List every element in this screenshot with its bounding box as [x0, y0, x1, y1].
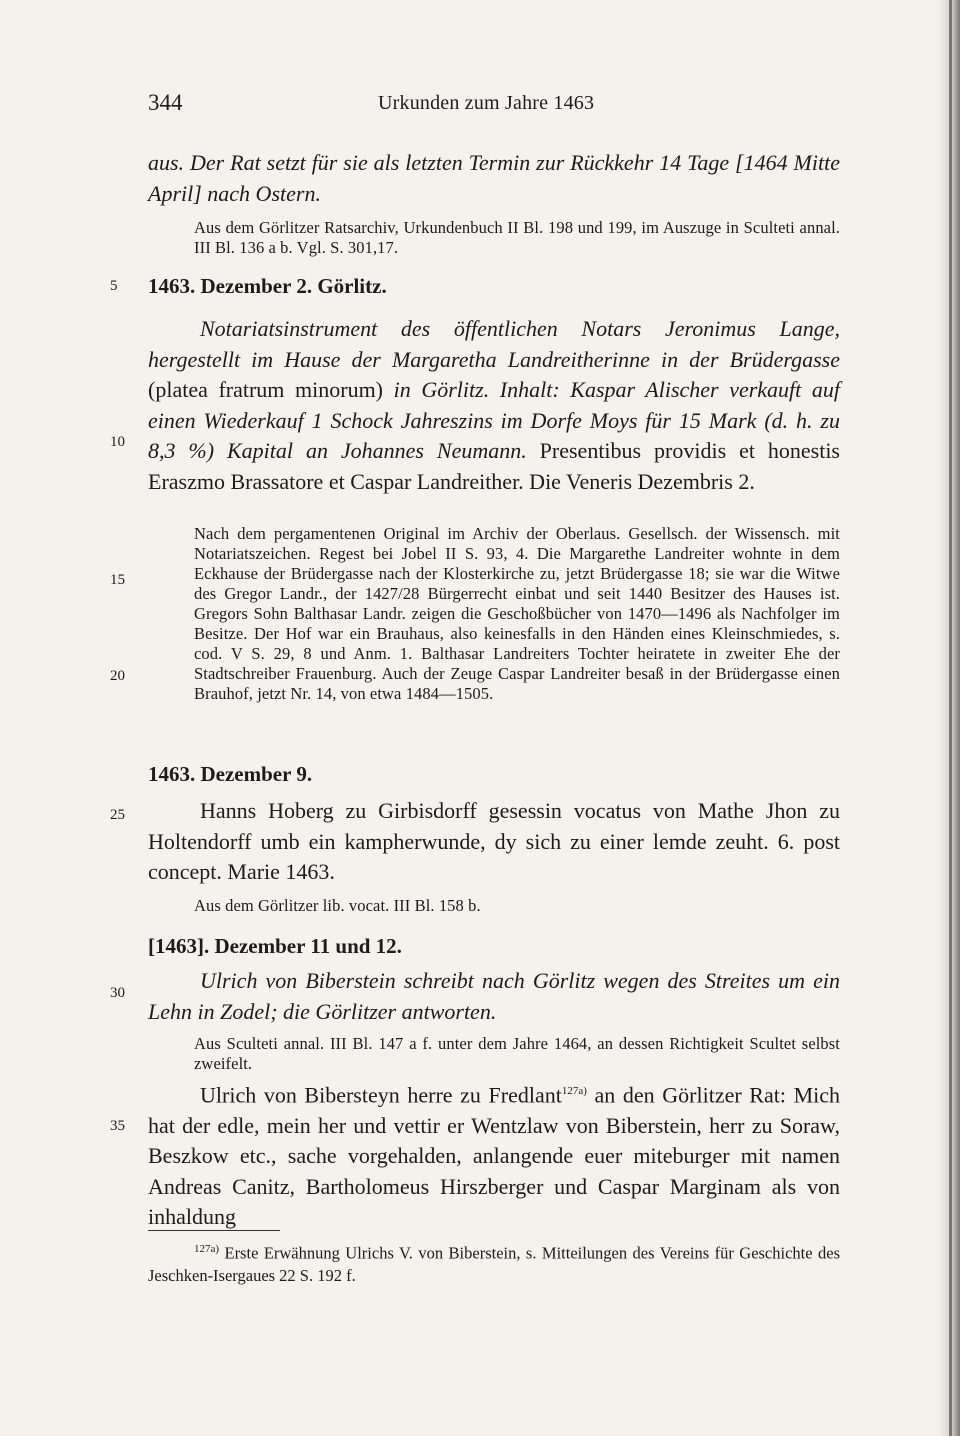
entry-3-body [148, 1076, 840, 1233]
entry-1-note-block [148, 524, 840, 704]
entry-1-regest [148, 314, 840, 497]
source-note: Nach dem pergamentenen Original im Archiv der Oberlaus. Gesellsch. der Wissensch. mit Notariatszeichen. Regest bei Jobel II S. 93, 4. Die Margarethe Landreiter wohnte in dem Eckhause der Brüdergasse nach der Klosterkirche zu, jetzt Brüdergasse 18; sie war die Witwe des Gregor Landr., der 1427/28 Bürgerrecht einbat und seit 1440 Besitzer des Hauses ist. Gregors Sohn Balthasar Landr. zeigen die Geschoßbücher von 1470—1496 als Nachfolger im Besitze. Der Hof war ein Brauhaus, also keinesfalls in den Händen eines Kleinschmiedes, s. cod. V S. 29, 8 und Anm. 1. Balthasar Landreiters Tochter heiratete in zweiter Ehe der Stadtschreiber Frauenburg. Auch der Zeuge Caspar Landreiter besaß in der Brüdergasse einen Brauhof, jetzt Nr. 14, von etwa 1484—1505. [194, 524, 840, 703]
line-number: 10 [110, 434, 125, 450]
line-number: 25 [110, 807, 125, 823]
footnote-rule [148, 1230, 280, 1231]
entry-2-note-block [148, 896, 840, 916]
entry-heading: [1463]. Dezember 11 und 12. [148, 934, 402, 958]
footnote-text: Erste Erwähnung Ulrichs V. von Biberstein, s. Mitteilungen des Vereins für Geschichte des Jeschken-Isergaues 22 S. 192 f. [148, 1243, 840, 1285]
footnote-reference: 127a) [561, 1085, 587, 1097]
entry-3-regest: Ulrich von Biberstein schreibt nach Görlitz wegen des Streites um ein Lehn in Zodel; die Görlitzer antworten. [148, 968, 840, 1024]
line-number: 35 [110, 1118, 125, 1134]
entry-1-text: Presentibus providis et honestis Eraszmo Brassatore et Caspar Landreither. Die Veneris Dezembris 2. [148, 438, 840, 494]
continued-source-note [148, 218, 840, 258]
line-number: 30 [110, 985, 125, 1001]
page-edge-line [949, 0, 952, 1436]
page-header [148, 90, 838, 120]
entry-heading: 1463. Dezember 9. [148, 762, 313, 786]
footnote [148, 1238, 840, 1287]
entry-3-regest-block [148, 966, 840, 1027]
line-number: 5 [110, 278, 118, 294]
entry-1-heading-block [148, 274, 840, 299]
footnote-block [148, 1238, 840, 1287]
regest-italic-1: Notariatsinstrument des öffentlichen Notars Jeronimus Lange, hergestellt im Hause der Margaretha Landreitherinne in der Brüdergasse [148, 316, 840, 372]
entry-heading: 1463. Dezember 2. Görlitz. [148, 274, 387, 298]
entry-3-text-a: Ulrich von Bibersteyn herre zu Fredlant [200, 1082, 562, 1108]
continued-entry [148, 148, 840, 209]
entry-1-body [148, 314, 840, 497]
entry-2-heading-block [148, 762, 840, 787]
source-note: Aus Sculteti annal. III Bl. 147 a f. unter dem Jahre 1464, an dessen Richtigkeit Scultet selbst zweifelt. [194, 1034, 840, 1073]
page-number: 344 [148, 90, 183, 115]
source-note: Aus dem Görlitzer lib. vocat. III Bl. 158 b. [194, 896, 481, 915]
entry-2-body [148, 796, 840, 888]
regest-roman: (platea fratrum minorum) [148, 377, 384, 402]
footnote-mark: 127a) [194, 1243, 220, 1255]
entry-3-heading-block [148, 934, 840, 959]
running-head: Urkunden zum Jahre 1463 [378, 92, 595, 114]
source-note: Aus dem Görlitzer Ratsarchiv, Urkundenbuch II Bl. 198 und 199, im Auszuge in Sculteti annal. III Bl. 136 a b. Vgl. S. 301,17. [194, 218, 840, 257]
line-number: 15 [110, 572, 125, 588]
entry-3-text [148, 1076, 840, 1233]
entry-3-note-block [148, 1034, 840, 1074]
line-number: 20 [110, 668, 125, 684]
entry-2-text: Hanns Hoberg zu Girbisdorff gesessin vocatus von Mathe Jhon zu Holtendorff umb ein kampherwunde, dy sich zu einer lemde zeuht. 6. post concept. Marie 1463. [148, 798, 840, 884]
continued-regest: aus. Der Rat setzt für sie als letzten Termin zur Rückkehr 14 Tage [1464 Mitte April] nach Ostern. [148, 150, 840, 206]
regest-italic-2: in Görlitz. Inhalt: Kaspar Alischer verkauft auf einen Wiederkauf 1 Schock Jahreszins im Dorfe Moys für 15 Mark (d. h. zu 8,3 %) Kapital an Johannes Neumann. [148, 377, 840, 463]
entry-3-text-b: an den Görlitzer Rat: Mich hat der edle, mein her und vettir er Wentzlaw von Biberstein, herr zu Soraw, Beszkow etc., sache vorgehalden, anlangende euer miteburger mit namen Andreas Canitz, Bartholomeus Hirszberger und Caspar Marginam als von inhaldung [148, 1082, 841, 1230]
